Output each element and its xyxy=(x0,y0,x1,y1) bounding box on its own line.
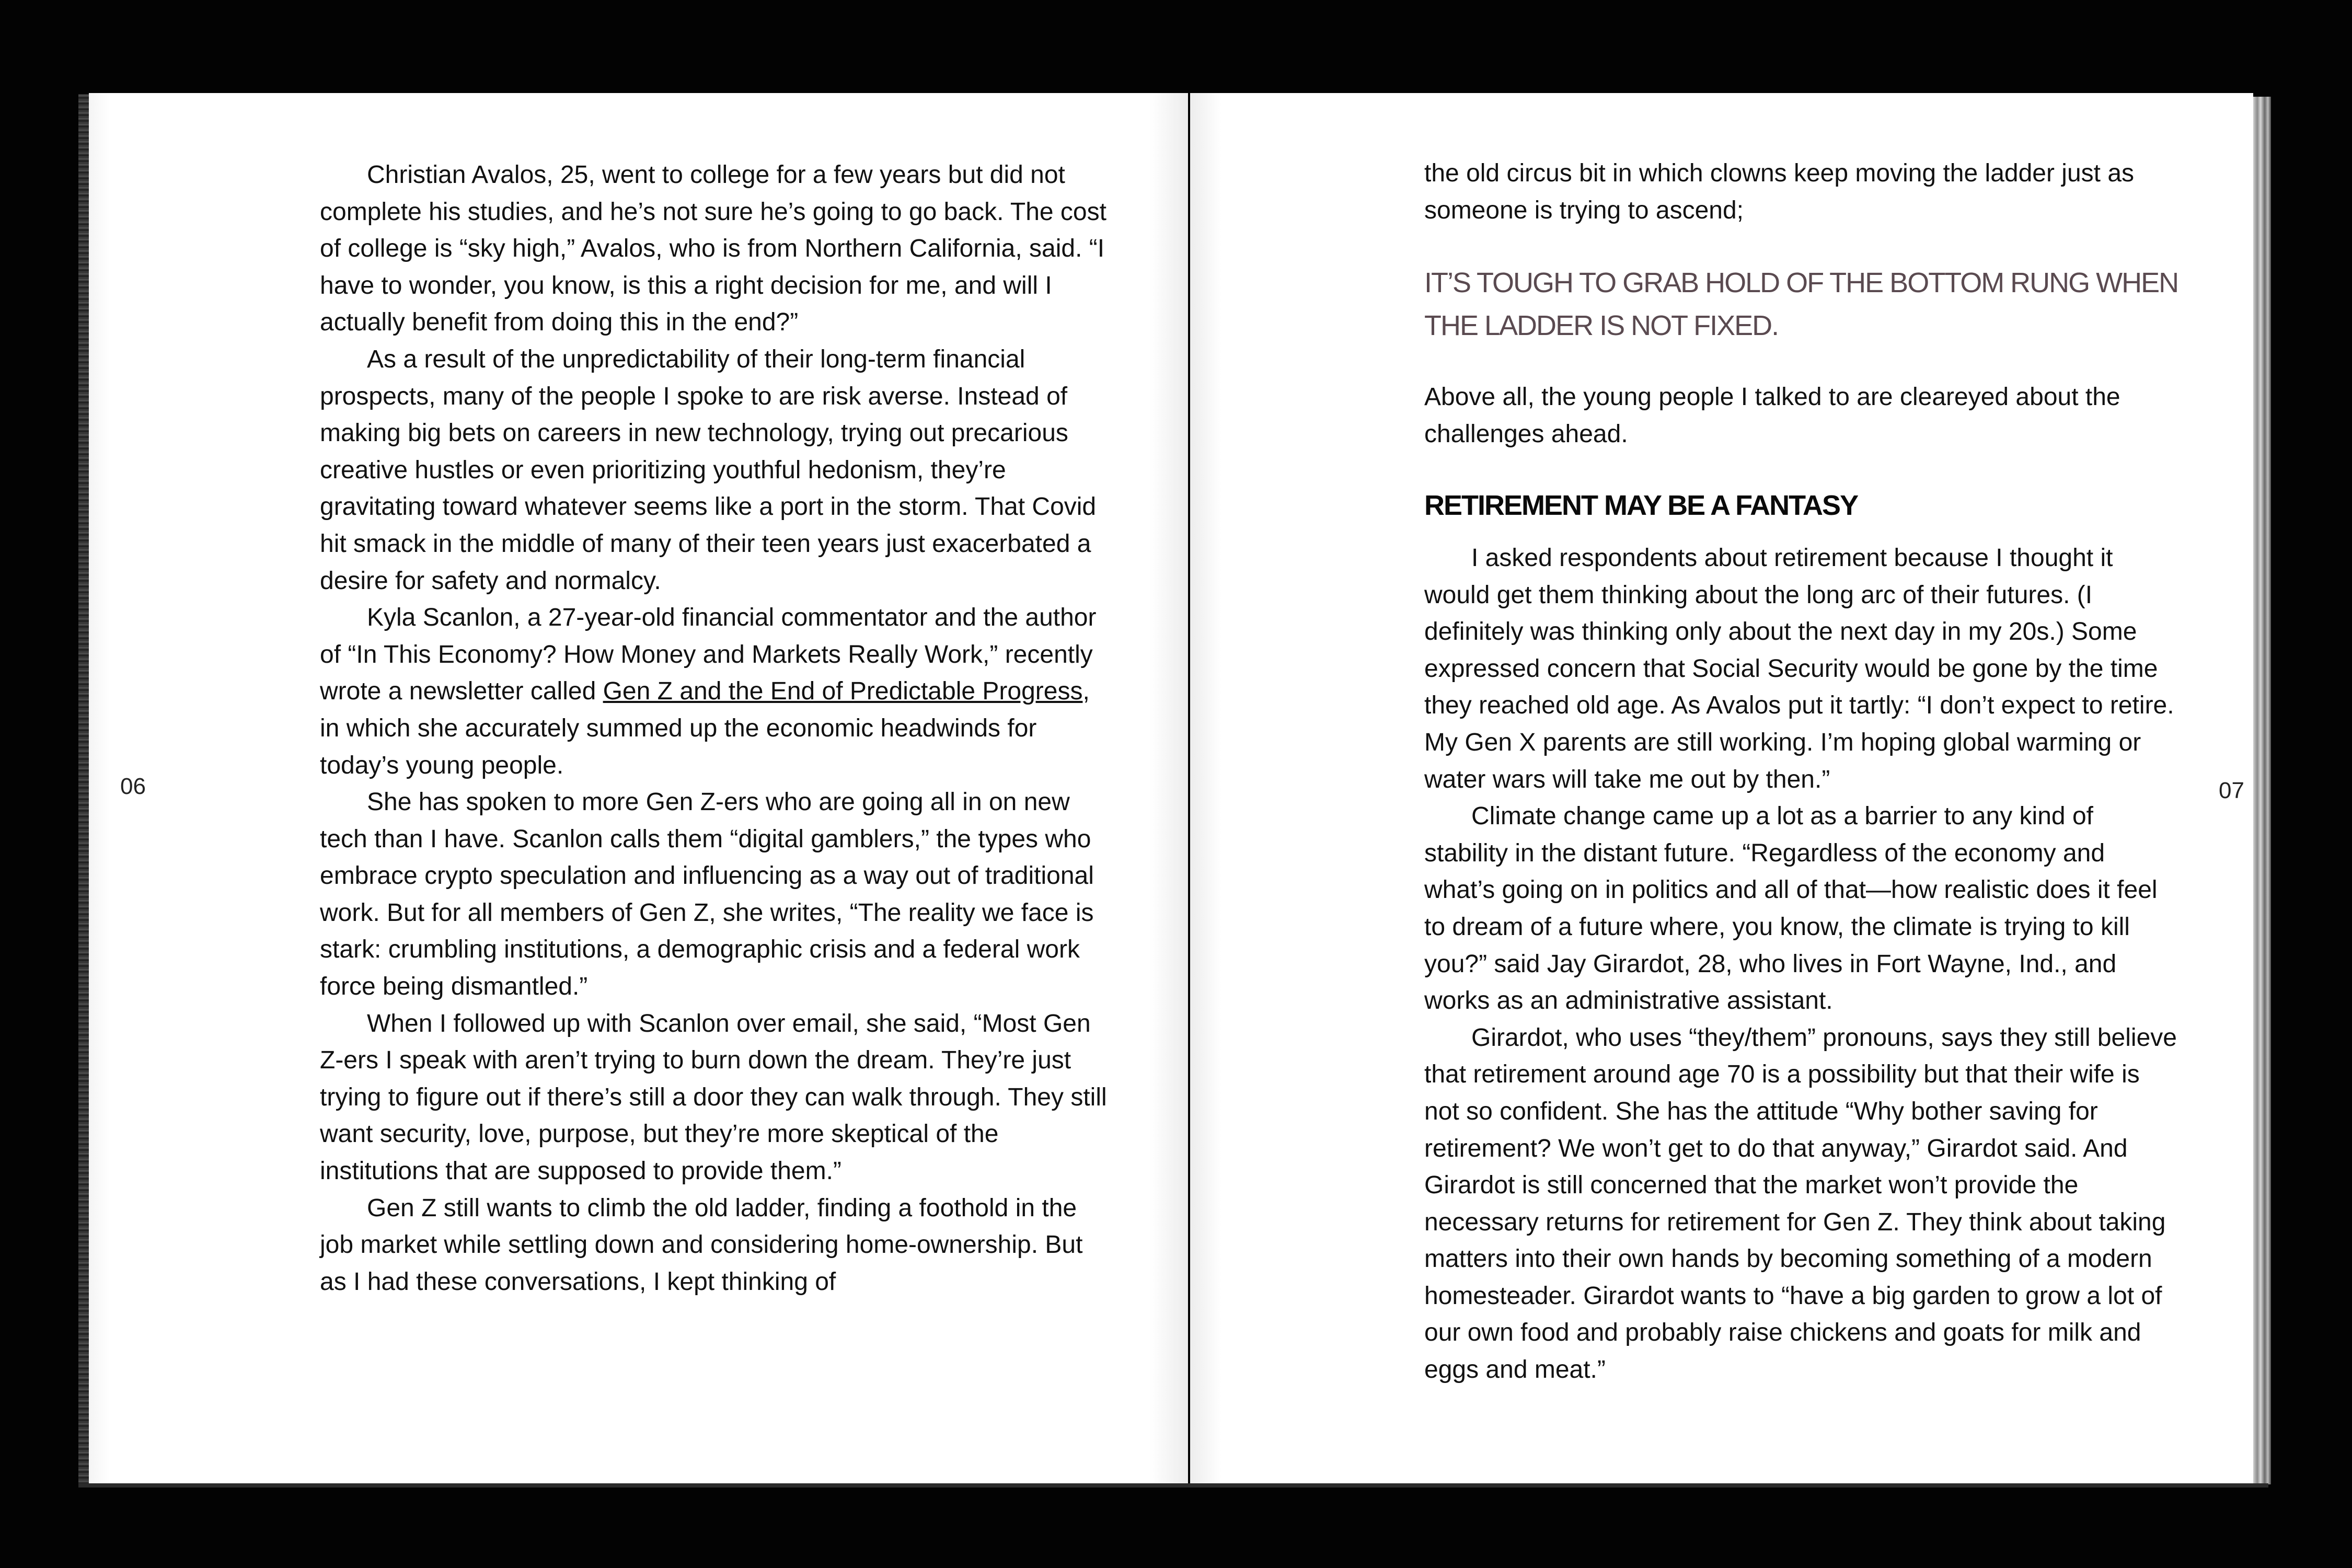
paragraph-scanlon-end: , in which she accurately summed up the economic headwinds for today’s young people. xyxy=(320,677,1090,779)
book-spine-edge-left xyxy=(78,94,89,1484)
book-bottom-edge xyxy=(78,1483,2268,1488)
paragraph-scanlon-start: Kyla Scanlon, a 27-year-old financial commentator and the author of “In This Economy? How Money and Markets Really Work,” recently wrote a newsletter called xyxy=(320,604,1097,706)
paragraph-climate: Climate change came up a lot as a barrier to any kind of stability in the distant future. “Regardless of the economy and what’s going on in politics and all of that—how realistic does it feel to dream of a future where, you know, the climate is trying to kill you?” said Jay Girardot, 28, who lives in Fort Wayne, Ind., and works as an administrative assistant. xyxy=(1424,802,2158,1015)
paragraph-cleareyed: Above all, the young people I talked to are cleareyed about the challenges ahead. xyxy=(1424,383,2120,448)
paragraph-email-followup: When I followed up with Scanlon over email, she said, “Most Gen Z-ers I speak with aren’t trying to burn down the dream. They’re just trying to figure out if there’s still a door they can walk through. They still want security, love, purpose, but they’re more skeptical of the institutions that are supposed to provide them.” xyxy=(320,1009,1107,1185)
left-body-text xyxy=(320,157,1109,1300)
right-continuation-text xyxy=(1424,155,2177,229)
paragraph-scanlon xyxy=(320,599,1109,784)
paragraph-circus: the old circus bit in which clowns keep moving the ladder just as someone is trying to ascend; xyxy=(1424,159,2135,224)
book-page-edges-right xyxy=(2253,97,2271,1484)
pull-quote: IT’S TOUGH TO GRAB HOLD OF THE BOTTOM RUNG WHEN THE LADDER IS NOT FIXED. xyxy=(1424,267,2178,341)
section-heading: RETIREMENT MAY BE A FANTASY xyxy=(1424,490,1858,521)
newsletter-link[interactable]: Gen Z and the End of Predictable Progress xyxy=(603,677,1083,706)
paragraph-old-ladder: Gen Z still wants to climb the old ladder, finding a foothold in the job market while settling down and considering home-ownership. But as I had these conversations, I kept thinking of xyxy=(320,1194,1083,1296)
paragraph-avalos: Christian Avalos, 25, went to college for a few years but did not complete his studies, and he’s not sure he’s going to go back. The cost of college is “sky high,” Avalos, who is from Northern California, said. “I have to wonder, you know, is this a right decision for me, and will I actually benefit from doing this in the end?” xyxy=(320,161,1106,337)
paragraph-girardot: Girardot, who uses “they/them” pronouns, says they still believe that retirement around age 70 is a possibility but that their wife is not so confident. She has the attitude “Why bother saving for retirement? We won’t get to do that anyway,” Girardot said. And Girardot is still concerned that the market won’t provide the necessary returns for retirement for Gen Z. They think about taking matters into their own hands by becoming something of a modern homesteader. Girardot wants to “have a big garden to grow a lot of our own food and probably raise chickens and goats for milk and eggs and meat.” xyxy=(1424,1023,2177,1384)
paragraph-digital-gamblers: She has spoken to more Gen Z-ers who are going all in on new tech than I have. Scanlon calls them “digital gamblers,” the types who embrace crypto speculation and influencing as a way out of traditional work. But for all members of Gen Z, she writes, “The reality we face is stark: crumbling institutions, a demographic crisis and a federal work force being dismantled.” xyxy=(320,788,1094,1001)
page-number-left: 06 xyxy=(120,774,146,799)
page-number-right: 07 xyxy=(2219,778,2244,803)
paragraph-retirement: I asked respondents about retirement because I thought it would get them thinking about the long arc of their futures. (I definitely was thinking only about the next day in my 20s.) Some expressed concern that Social Security would be gone by the time they reached old age. As Avalos put it tartly: “I don’t expect to retire. My Gen X parents are still working. I’m hoping global warming or water wars will take me out by then.” xyxy=(1424,544,2174,793)
right-after-quote-text xyxy=(1424,379,2177,453)
paragraph-risk-averse: As a result of the unpredictability of their long-term financial prospects, many of the people I spoke to are risk averse. Instead of making big bets on careers in new technology, trying out precarious creative hustles or even prioritizing youthful hedonism, they’re gravitating toward whatever seems like a port in the storm. That Covid hit smack in the middle of many of their teen years just exacerbated a desire for safety and normalcy. xyxy=(320,345,1097,595)
right-body-text xyxy=(1424,540,2177,1389)
